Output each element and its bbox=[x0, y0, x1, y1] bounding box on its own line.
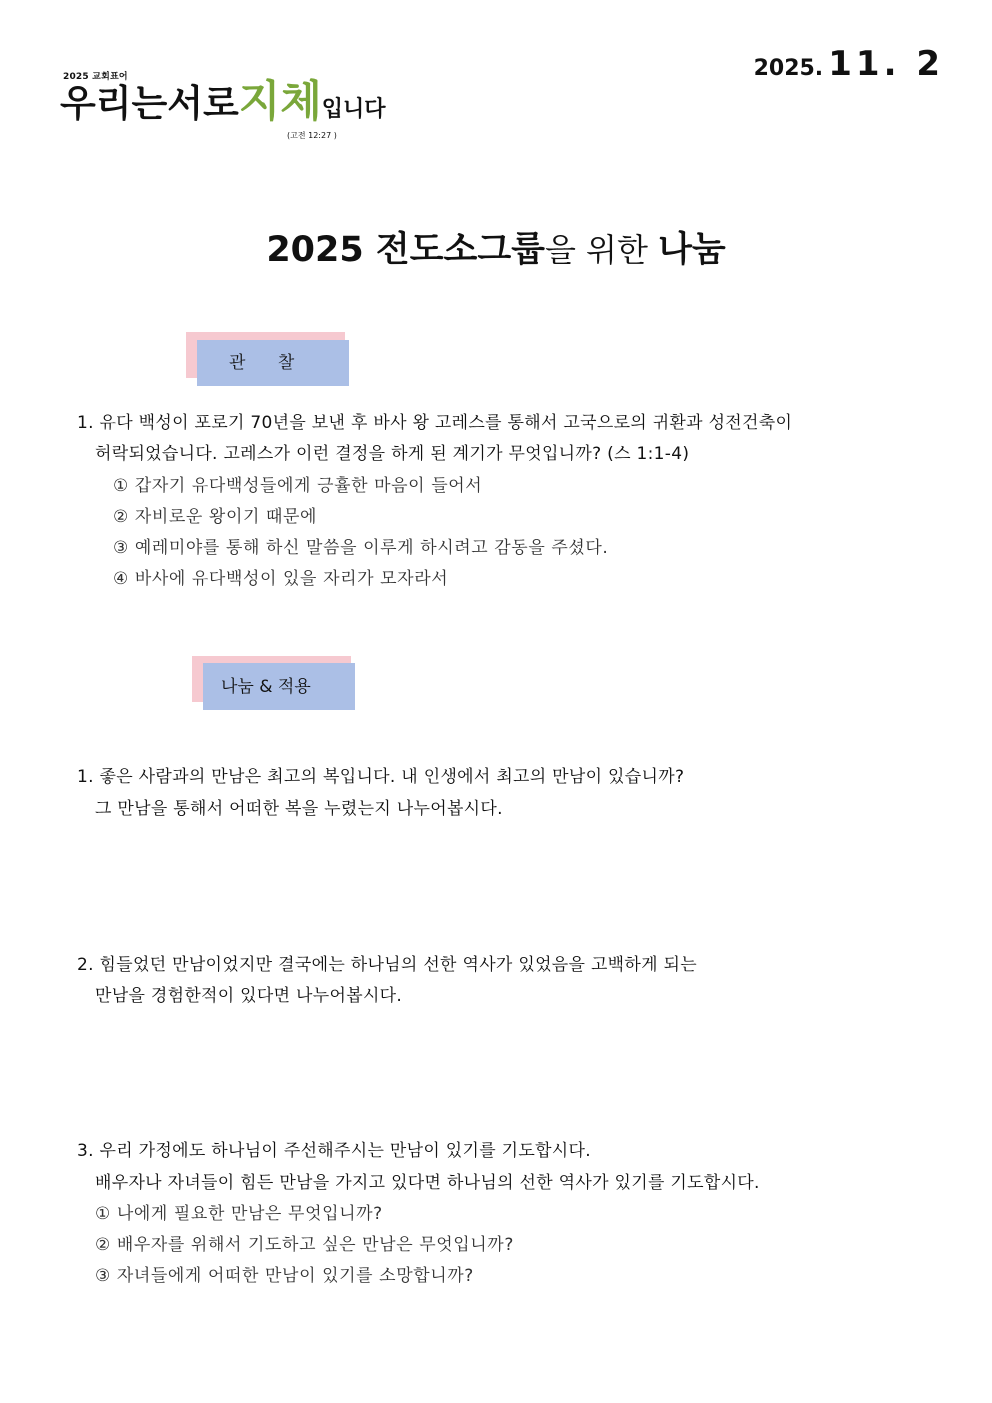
sharing-q2-line1: 2. 힘들었던 만남이었지만 결국에는 하나님의 선한 역사가 있었음을 고백하게 되는 bbox=[77, 955, 697, 975]
motto-year: 2025 교회표어 bbox=[63, 72, 128, 82]
motto-part3: 입니다 bbox=[321, 97, 386, 122]
observation-option-4: ④ 바사에 유다백성이 있을 자리가 모자라서 bbox=[113, 569, 449, 589]
date-year: 2025. bbox=[753, 56, 824, 81]
sharing-q3-option-3: ③ 자녀들에게 어떠한 만남이 있기를 소망합니까? bbox=[95, 1266, 474, 1286]
sharing-label: 나눔 & 적용 bbox=[221, 677, 311, 697]
observation-label-box bbox=[197, 340, 349, 386]
observation-question-line1: 1. 유다 백성이 포로기 70년을 보낸 후 바사 왕 고레스를 통해서 고국으로의 귀환과 성전건축이 bbox=[77, 413, 793, 433]
title-part1: 2025 전도소그룹 bbox=[266, 230, 545, 270]
page-title bbox=[0, 222, 992, 272]
date-month-day: 11. 2 bbox=[828, 44, 944, 84]
observation-option-1: ① 갑자기 유다백성들에게 긍휼한 마음이 들어서 bbox=[113, 476, 483, 496]
motto-reference: (고전 12:27 ) bbox=[287, 131, 337, 140]
document-date bbox=[754, 44, 944, 84]
sharing-q1-line1: 1. 좋은 사람과의 만남은 최고의 복입니다. 내 인생에서 최고의 만남이 있습니까? bbox=[77, 767, 685, 787]
observation-label: 관 찰 bbox=[229, 353, 295, 373]
sharing-label-box bbox=[203, 663, 355, 710]
observation-option-3: ③ 예레미야를 통해 하신 말씀을 이루게 하시려고 감동을 주셨다. bbox=[113, 538, 609, 558]
observation-question-line2: 허락되었습니다. 고레스가 이런 결정을 하게 된 계기가 무엇입니까? (스 1:1-4) bbox=[95, 444, 690, 464]
sharing-q1-line2: 그 만남을 통해서 어떠한 복을 누렸는지 나누어봅시다. bbox=[95, 799, 503, 819]
sharing-q2-line2: 만남을 경험한적이 있다면 나누어봅시다. bbox=[95, 986, 403, 1006]
sharing-q3-line2: 배우자나 자녀들이 힘든 만남을 가지고 있다면 하나님의 선한 역사가 있기를 기도합시다. bbox=[95, 1173, 760, 1193]
sharing-q3-option-2: ② 배우자를 위해서 기도하고 싶은 만남은 무엇입니까? bbox=[95, 1235, 514, 1255]
motto-part1: 우리는서로 bbox=[60, 82, 239, 125]
observation-option-2: ② 자비로운 왕이기 때문에 bbox=[113, 507, 318, 527]
motto-part2: 지체 bbox=[238, 77, 322, 127]
title-part2: 을 위한 bbox=[544, 231, 659, 269]
sharing-q3-option-1: ① 나에게 필요한 만남은 무엇입니까? bbox=[95, 1204, 383, 1224]
title-part3: 나눔 bbox=[658, 230, 726, 270]
sharing-q3-line1: 3. 우리 가정에도 하나님이 주선해주시는 만남이 있기를 기도합시다. bbox=[77, 1141, 591, 1161]
